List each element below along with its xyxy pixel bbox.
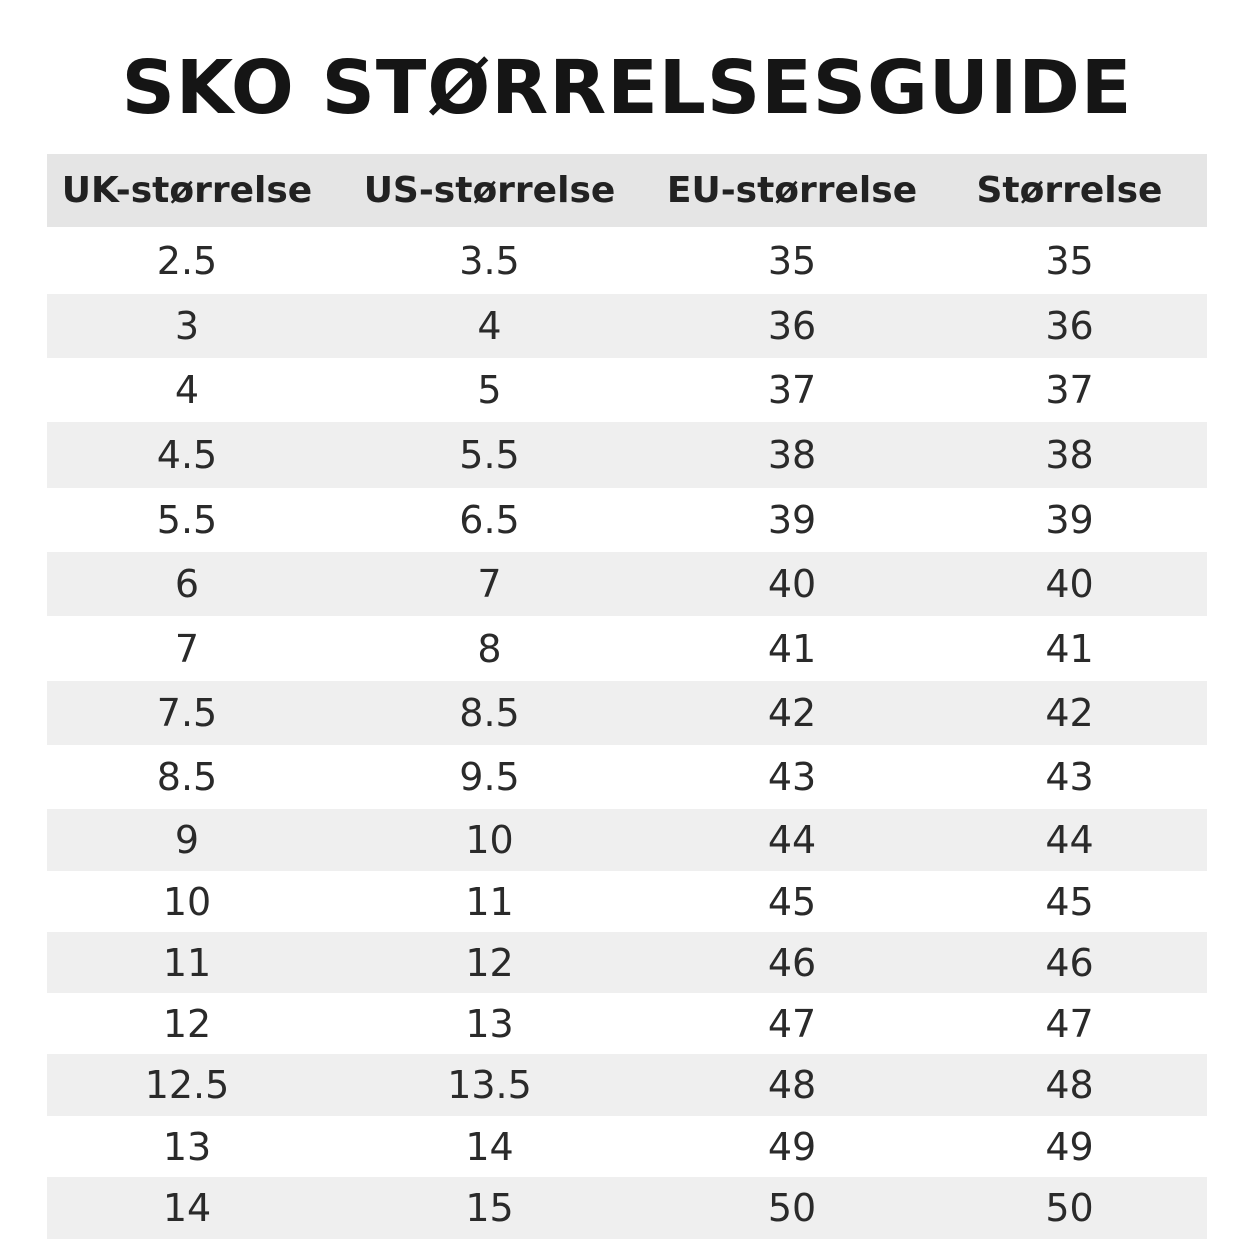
us-size-cell: 7	[477, 562, 502, 606]
header-eu-size: EU-størrelse	[666, 170, 918, 211]
us-size-cell: 8	[477, 626, 502, 671]
table-row	[47, 745, 1207, 809]
uk-size-cell: 8.5	[156, 755, 218, 799]
us-size-cell: 8.5	[459, 691, 520, 735]
uk-size-cell: 12	[162, 1001, 212, 1046]
table-row	[47, 616, 1207, 681]
us-size-cell: 6.5	[459, 498, 520, 542]
table-row	[47, 993, 1207, 1054]
eu-size-cell: 45	[767, 879, 817, 924]
us-size-cell: 3.5	[459, 238, 520, 283]
uk-size-cell: 12.5	[144, 1063, 230, 1107]
uk-size-cell: 3	[174, 304, 200, 348]
uk-size-cell: 2.5	[156, 238, 218, 283]
eu-size-cell: 43	[767, 755, 817, 799]
us-size-cell: 5	[477, 368, 502, 412]
table-row	[47, 871, 1207, 932]
table-body	[47, 227, 1207, 1239]
eu-size-cell: 41	[767, 626, 817, 671]
size-chart-table	[47, 154, 1207, 1239]
table-row	[47, 552, 1207, 616]
uk-size-cell: 6	[174, 562, 200, 606]
table-row	[47, 422, 1207, 488]
size-cell: 37	[1045, 368, 1094, 412]
size-cell: 50	[1045, 1186, 1094, 1230]
header-size: Størrelse	[976, 170, 1163, 211]
eu-size-cell: 39	[767, 498, 817, 542]
size-cell: 46	[1045, 940, 1094, 985]
uk-size-cell: 11	[162, 940, 212, 985]
us-size-cell: 10	[465, 818, 514, 862]
table-row	[47, 1116, 1207, 1177]
uk-size-cell: 7	[174, 626, 200, 671]
eu-size-cell: 47	[767, 1001, 817, 1046]
table-row	[47, 227, 1207, 294]
eu-size-cell: 46	[767, 940, 817, 985]
size-cell: 39	[1045, 498, 1094, 542]
eu-size-cell: 49	[767, 1124, 817, 1169]
table-row	[47, 1177, 1207, 1239]
eu-size-cell: 44	[767, 818, 817, 862]
table-row	[47, 809, 1207, 871]
us-size-cell: 15	[465, 1186, 514, 1230]
size-cell: 47	[1045, 1001, 1094, 1046]
eu-size-cell: 38	[767, 433, 817, 477]
uk-size-cell: 9	[174, 818, 200, 862]
header-uk-size: UK-størrelse	[61, 170, 313, 211]
size-cell: 42	[1045, 691, 1094, 735]
eu-size-cell: 37	[767, 368, 817, 412]
eu-size-cell: 40	[767, 562, 817, 606]
us-size-cell: 13	[465, 1001, 514, 1046]
us-size-cell: 12	[465, 940, 514, 985]
page-title: SKO STØRRELSESGUIDE	[121, 45, 1133, 131]
eu-size-cell: 35	[767, 238, 817, 283]
uk-size-cell: 4	[174, 368, 200, 412]
table-row	[47, 358, 1207, 422]
size-cell: 41	[1045, 626, 1094, 671]
size-cell: 43	[1045, 755, 1094, 799]
table-row	[47, 488, 1207, 552]
size-cell: 49	[1045, 1124, 1094, 1169]
table-header-row	[47, 154, 1207, 227]
us-size-cell: 4	[477, 304, 502, 348]
us-size-cell: 9.5	[459, 755, 520, 799]
size-cell: 44	[1045, 818, 1094, 862]
table-row	[47, 1054, 1207, 1116]
uk-size-cell: 14	[162, 1186, 212, 1230]
size-cell: 35	[1045, 238, 1094, 283]
uk-size-cell: 5.5	[156, 498, 218, 542]
size-cell: 38	[1045, 433, 1094, 477]
size-cell: 48	[1045, 1063, 1094, 1107]
uk-size-cell: 13	[162, 1124, 212, 1169]
table-row	[47, 932, 1207, 993]
eu-size-cell: 48	[767, 1063, 817, 1107]
eu-size-cell: 42	[767, 691, 817, 735]
us-size-cell: 11	[465, 879, 514, 924]
us-size-cell: 5.5	[459, 433, 520, 477]
size-cell: 36	[1045, 304, 1094, 348]
header-us-size: US-størrelse	[363, 170, 616, 211]
us-size-cell: 14	[465, 1124, 514, 1169]
eu-size-cell: 50	[767, 1186, 817, 1230]
uk-size-cell: 4.5	[156, 433, 218, 477]
us-size-cell: 13.5	[447, 1063, 532, 1107]
size-cell: 40	[1045, 562, 1094, 606]
size-cell: 45	[1045, 879, 1094, 924]
uk-size-cell: 10	[162, 879, 212, 924]
eu-size-cell: 36	[767, 304, 817, 348]
table-row	[47, 681, 1207, 745]
uk-size-cell: 7.5	[156, 691, 218, 735]
table-row	[47, 294, 1207, 358]
